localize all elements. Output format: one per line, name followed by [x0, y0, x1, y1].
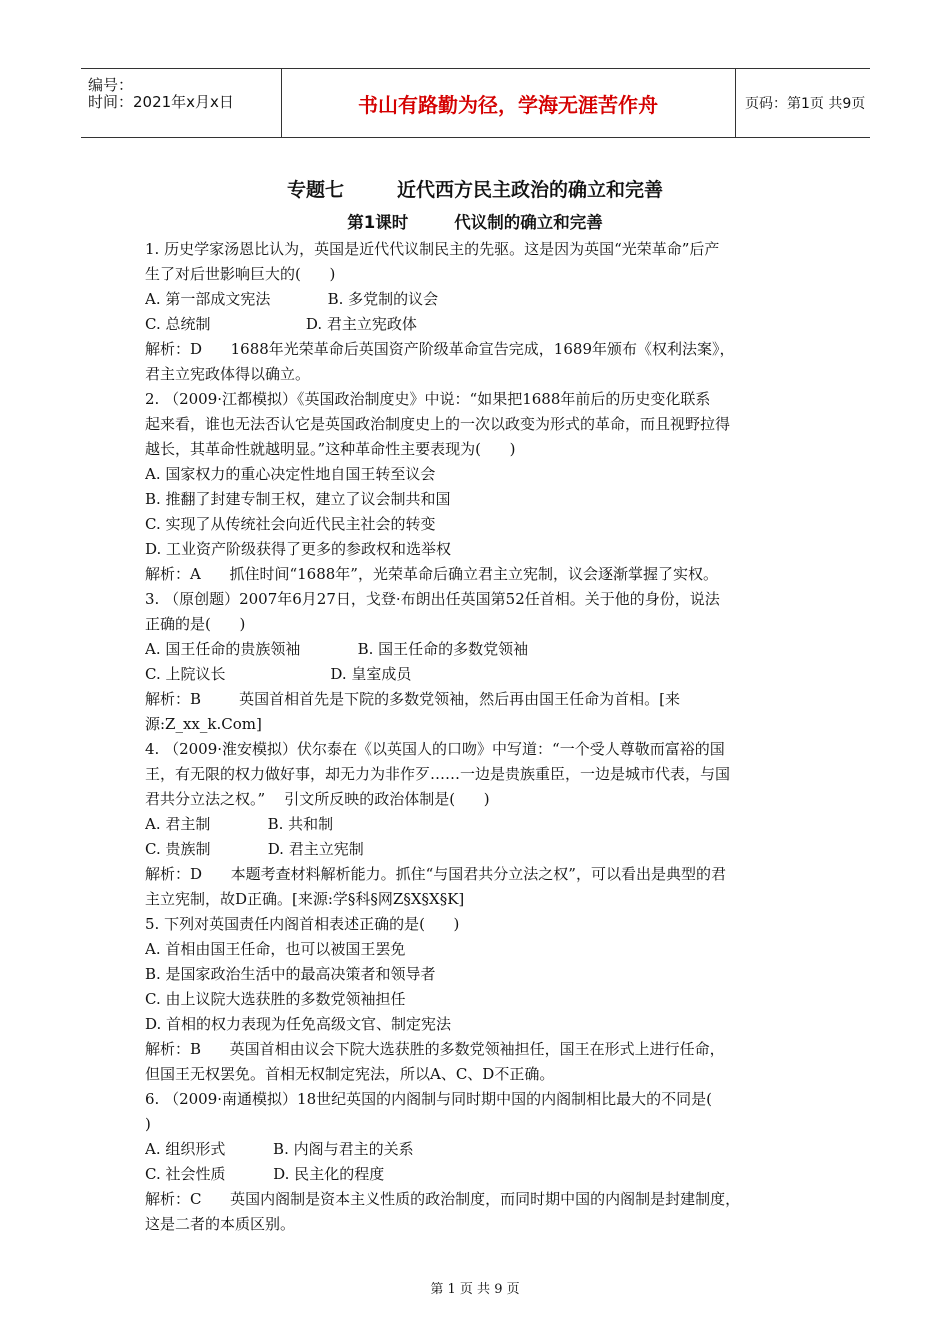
text-line: 5. 下列对英国责任内阁首相表述正确的是( ) [145, 915, 460, 933]
lesson-subtitle: 第1课时 代议制的确立和完善 [347, 213, 603, 232]
text-line: 6. （2009·南通模拟）18世纪英国的内阁制与同时期中国的内阁制相比最大的不同是( [145, 1090, 712, 1108]
header-page-cell [735, 69, 870, 137]
text-line: C. 社会性质 D. 民主化的程度 [145, 1165, 385, 1183]
text-line: 王，有无限的权力做好事，却无力为非作歹……一边是贵族重臣，一边是城市代表，与国 [145, 765, 731, 783]
document-time-label: 时间：2021年x月x日 [88, 93, 234, 111]
page-header [81, 68, 870, 138]
text-line: 解析：C 英国内阁制是资本主义性质的政治制度，而同时期中国的内阁制是封建制度， [145, 1190, 741, 1208]
text-line: 但国王无权罢免。首相无权制定宪法，所以A、C、D不正确。 [145, 1065, 555, 1083]
text-line: 正确的是( ) [145, 615, 246, 633]
text-line: A. 君主制 B. 共和制 [145, 815, 334, 833]
text-line: ) [145, 1115, 151, 1133]
header-meta-cell [81, 69, 282, 137]
document-number-label: 编号： [88, 76, 134, 94]
text-line: 越长，其革命性就越明显。”这种革命性主要表现为( ) [145, 440, 516, 458]
text-line: C. 上院议长 D. 皇室成员 [145, 665, 412, 683]
text-line: A. 国王任命的贵族领袖 B. 国王任命的多数党领袖 [145, 640, 529, 658]
text-line: 解析：B 英国首相首先是下院的多数党领袖，然后再由国王任命为首相。[来 [145, 690, 681, 708]
document-title: 专题七 近代西方民主政治的确立和完善 [287, 179, 663, 201]
text-line: 这是二者的本质区别。 [145, 1215, 296, 1233]
text-line: A. 国家权力的重心决定性地自国王转至议会 [145, 465, 436, 483]
text-line: 起来看，谁也无法否认它是英国政治制度史上的一次以政变为形式的革命，而且视野拉得 [145, 415, 731, 433]
text-line: 解析：A 抓住时间“1688年”，光荣革命后确立君主立宪制，议会逐渐掌握了实权。 [145, 565, 718, 583]
text-line: C. 由上议院大选获胜的多数党领袖担任 [145, 990, 406, 1008]
text-line: 君主立宪政体得以确立。 [145, 365, 311, 383]
question-body [145, 237, 813, 1237]
text-line: 主立宪制，故D正确。[来源:学§科§网Z§X§X§K] [145, 890, 465, 908]
text-line: C. 实现了从传统社会向近代民主社会的转变 [145, 515, 436, 533]
text-line: 解析：B 英国首相由议会下院大选获胜的多数党领袖担任，国王在形式上进行任命， [145, 1040, 725, 1058]
text-line: A. 首相由国王任命，也可以被国王罢免 [145, 940, 406, 958]
header-motto: 书山有路勤为径，学海无涯苦作舟 [358, 92, 658, 117]
header-page-info: 页码：第1页 共9页 [745, 96, 866, 112]
text-line: B. 是国家政治生活中的最高决策者和领导者 [145, 965, 436, 983]
text-line: 源:Z_xx_k.Com] [145, 715, 262, 733]
text-line: 生了对后世影响巨大的( ) [145, 265, 336, 283]
text-line: A. 组织形式 B. 内阁与君主的关系 [145, 1140, 414, 1158]
text-line: 1. 历史学家汤恩比认为，英国是近代代议制民主的先驱。这是因为英国“光荣革命”后产 [145, 240, 720, 258]
text-line: C. 贵族制 D. 君主立宪制 [145, 840, 364, 858]
text-line: 3. （原创题）2007年6月27日，戈登·布朗出任英国第52任首相。关于他的身份，说法 [145, 590, 720, 608]
text-line: 解析：D 1688年光荣革命后英国资产阶级革命宣告完成，1689年颁布《权利法案》， [145, 340, 735, 358]
text-line: 君共分立法之权。” 引文所反映的政治体制是( ) [145, 790, 490, 808]
text-line: B. 推翻了封建专制王权，建立了议会制共和国 [145, 490, 451, 508]
text-line: D. 工业资产阶级获得了更多的参政权和选举权 [145, 540, 452, 558]
text-line: 4. （2009·淮安模拟）伏尔泰在《以英国人的口吻》中写道：“一个受人尊敬而富裕的国 [145, 740, 725, 758]
text-line: A. 第一部成文宪法 B. 多党制的议会 [145, 290, 439, 308]
page-footer: 第 1 页 共 9 页 [430, 1282, 520, 1297]
header-motto-cell [281, 69, 736, 137]
text-line: 解析：D 本题考查材料解析能力。抓住“与国君共分立法之权”，可以看出是典型的君 [145, 865, 726, 883]
text-line: 2. （2009·江都模拟）《英国政治制度史》中说：“如果把1688年前后的历史变化联系 [145, 390, 711, 408]
text-line: D. 首相的权力表现为任免高级文官、制定宪法 [145, 1015, 452, 1033]
text-line: C. 总统制 D. 君主立宪政体 [145, 315, 417, 333]
